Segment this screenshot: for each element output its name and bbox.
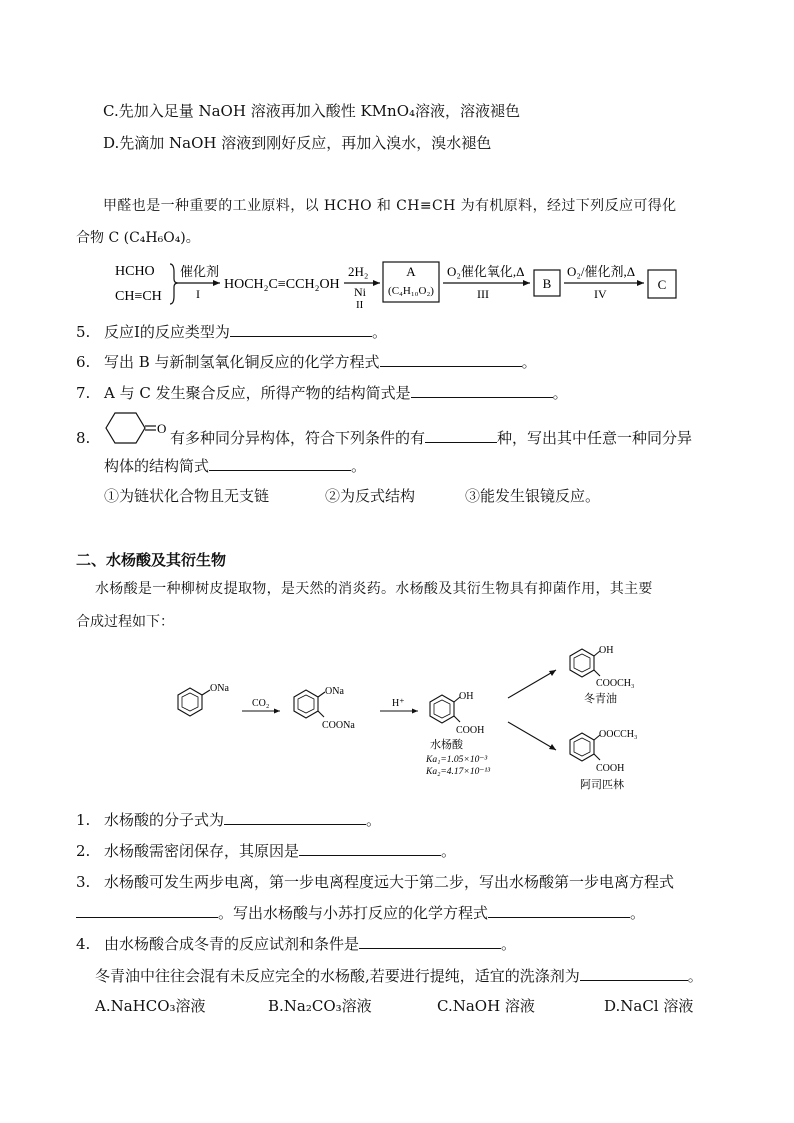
sodium-salicylate-structure [294,686,355,731]
aspirin-name: 阿司匹林 [580,779,624,791]
step2-catalyst: Ni [354,285,366,299]
intro-paragraph-2: 合物 C (C₄H₆O₄)。 [76,230,200,246]
punctuation: 。 [501,935,517,953]
box-c-label: C [657,277,667,292]
answer-blank[interactable] [230,322,372,337]
s2-question-4 [76,934,516,954]
arrowhead-icon [412,709,418,714]
step4-condition: O₂/催化剂,Δ [567,264,636,279]
intro-paragraph-1: 甲醛也是一种重要的工业原料，以 HCHO 和 CH≡CH 为有机原料，经过下列反应可得化 [103,198,677,214]
salicylic-acid-name: 水杨酸 [430,739,463,751]
question-number: 3. [76,873,91,891]
methyl-salicylate-structure [570,645,635,705]
phenoxide-substituent: ONa [210,683,229,694]
question-text: 冬青油中往往会混有未反应完全的水杨酸,若要进行提纯，适宜的洗涤剂为 [95,967,580,985]
answer-blank[interactable] [299,841,441,856]
answer-blank[interactable] [580,966,688,981]
substituent-oocch3: OOCCH₃ [599,729,638,740]
substituent-ona: ONa [325,686,344,697]
intro-paragraph-1: 水杨酸是一种柳树皮提取物，是天然的消炎药。水杨酸及其衍生物具有抑菌作用，其主要 [95,581,653,597]
box-a-formula: (C₄H₁₀O₂) [388,285,434,297]
question-8-line2 [104,456,366,476]
question-8-number: 8. [76,429,91,447]
question-text: 水杨酸的分子式为 [104,811,225,829]
option-c: C.先加入足量 NaOH 溶液再加入酸性 KMnO₄溶液，溶液褪色 [103,102,520,120]
question-number: 2. [76,842,91,860]
s2-question-3 [76,872,674,892]
arrowhead-icon [274,709,280,714]
answer-blank[interactable] [380,352,522,367]
arrowhead-icon [213,280,220,286]
condition-1: ①为链状化合物且无支链 [104,487,270,505]
box-b-label: B [542,276,552,291]
punctuation: 。 [630,904,646,922]
option-a[interactable]: A.NaHCO₃溶液 [95,997,206,1015]
question-number: 1. [76,811,91,829]
answer-blank[interactable] [76,903,218,918]
substituent-oh: OH [599,645,614,656]
salicylic-acid-structure [425,691,490,777]
punctuation: 。 [552,384,568,402]
answer-blank[interactable] [425,428,497,443]
punctuation: 。 [366,811,382,829]
section-heading: 二、水杨酸及其衍生物 [76,551,227,569]
ka1-value: Ka₁=1.05×10⁻³ [426,755,488,765]
question-number: 7. [76,384,91,402]
question-number: 4. [76,935,91,953]
substituent-coona: COONa [322,720,355,731]
product-butynediol: HOCH₂C≡CCH₂OH [224,277,340,292]
box-a-label: A [406,264,416,279]
step1-number: I [196,287,200,301]
question-text: 。写出水杨酸与小苏打反应的化学方程式 [218,904,489,922]
formaldehyde-reaction-scheme [110,258,700,310]
substituent-cooh: COOH [456,725,485,736]
punctuation: 。 [441,842,457,860]
question-text: 由水杨酸合成冬青的反应试剂和条件是 [104,935,360,953]
reactant-acetylene: CH≡CH [115,289,162,304]
cyclohexane-ring [106,413,145,443]
question-7 [76,383,568,403]
substituent-oh: OH [459,691,474,702]
question-text: 水杨酸可发生两步电离，第一步电离程度远大于第二步，写出水杨酸第一步电离方程式 [104,873,675,891]
arrowhead-icon [523,280,530,286]
step3-number: III [477,287,489,301]
arrow-to-wintergreen [508,670,556,698]
answer-blank[interactable] [224,810,366,825]
question-text: 写出 B 与新制氢氧化铜反应的化学方程式 [104,353,380,371]
ka2-value: Ka₂=4.17×10⁻¹³ [426,767,491,777]
question-text: A 与 C 发生聚合反应，所得产物的结构简式是 [104,384,411,402]
answer-blank[interactable] [209,456,351,471]
reactant-hcho: HCHO [115,264,155,279]
condition-2: ②为反式结构 [325,487,416,505]
option-c[interactable]: C.NaOH 溶液 [437,997,535,1015]
step3-condition: O₂催化氧化,Δ [447,264,525,279]
arrow-to-aspirin [508,722,556,750]
s2-question-1 [76,810,381,830]
brace-icon [170,264,178,304]
option-d: D.先滴加 NaOH 溶液到刚好反应，再加入溴水，溴水褪色 [103,134,492,152]
co2-reagent: CO₂ [252,698,270,709]
arrowhead-icon [373,280,380,286]
salicylic-acid-synthesis-scheme [160,640,680,800]
question-text: 构体的结构简式 [104,457,210,475]
question-5 [76,322,387,342]
question-text: 种，写出其中任意一种同分异 [497,429,693,447]
step1-condition: 催化剂 [180,264,220,279]
condition-3: ③能发生银镜反应。 [465,487,601,505]
wintergreen-name: 冬青油 [584,693,617,705]
answer-blank[interactable] [488,903,630,918]
question-8-line1 [170,428,692,448]
intro-paragraph-2: 合成过程如下： [76,614,174,630]
option-b[interactable]: B.Na₂CO₃溶液 [268,997,372,1015]
step2-reagent: 2H₂ [348,264,369,279]
acid-reagent: H⁺ [392,698,405,709]
aspirin-structure [570,729,638,791]
punctuation: 。 [371,323,387,341]
s2-question-3-cont [76,903,645,923]
substituent-cooh: COOH [596,763,625,774]
arrowhead-icon [637,280,644,286]
answer-blank[interactable] [359,934,501,949]
cyclohexanone-structure [100,410,170,446]
question-text: 有多种同分异构体，符合下列条件的有 [170,429,426,447]
s2-question-4-line2 [95,966,703,986]
sodium-phenoxide-structure [178,683,229,716]
step4-number: IV [594,287,607,301]
punctuation: 。 [521,353,537,371]
punctuation: 。 [351,457,367,475]
answer-blank[interactable] [411,383,553,398]
option-d[interactable]: D.NaCl 溶液 [604,997,694,1015]
punctuation: 。 [687,967,703,985]
question-number: 5. [76,323,91,341]
question-text: 反应Ⅰ的反应类型为 [104,323,230,341]
question-6 [76,352,537,372]
s2-question-2 [76,841,456,861]
substituent-cooch3: COOCH₃ [596,678,635,689]
oxygen-label: O [157,421,167,436]
question-text: 水杨酸需密闭保存，其原因是 [104,842,300,860]
question-number: 6. [76,353,91,371]
step2-number: II [356,299,364,310]
